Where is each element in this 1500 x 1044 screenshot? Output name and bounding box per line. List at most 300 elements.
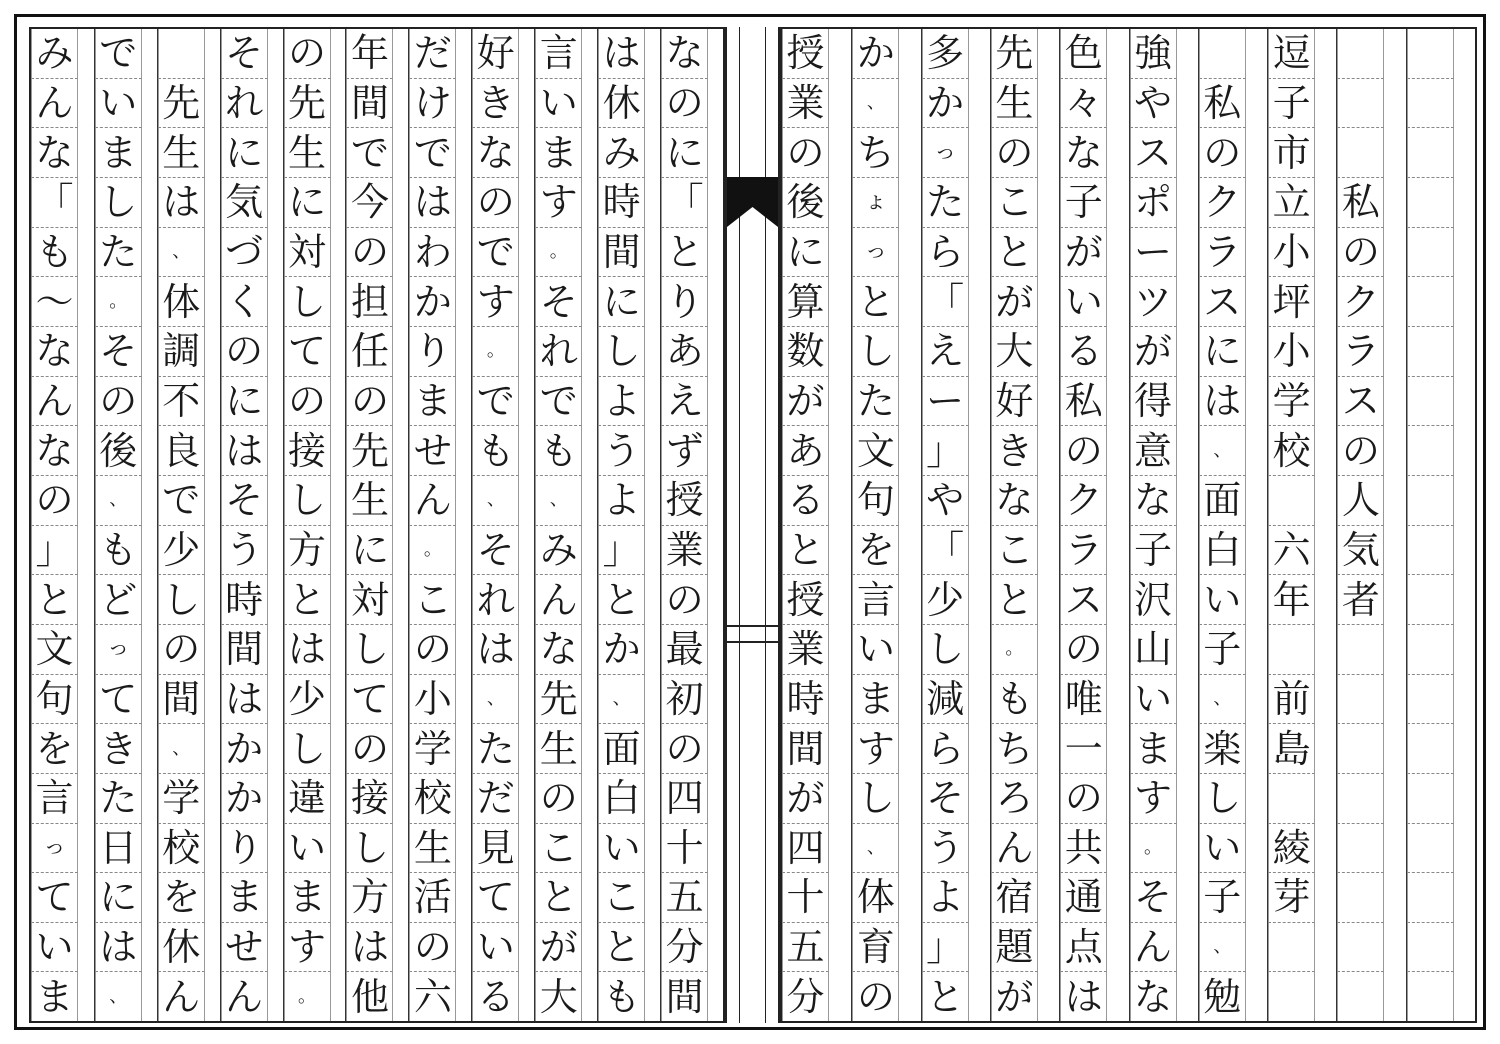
grid-cell: 「	[31, 178, 78, 228]
grid-cell	[1268, 923, 1315, 973]
grid-cell: 育	[852, 923, 899, 973]
grid-cell: 小	[409, 675, 456, 725]
grid-cell: 不	[158, 377, 205, 427]
grid-cell: や	[922, 476, 969, 526]
grid-cell: 私	[1199, 79, 1246, 129]
grid-cell: が	[1060, 228, 1107, 278]
grid-cell: 休	[158, 923, 205, 973]
grid-cell: な	[31, 327, 78, 377]
grid-cell: と	[661, 228, 708, 278]
grid-cell: と	[991, 575, 1038, 625]
grid-cell: と	[991, 228, 1038, 278]
grid-cell: 休	[598, 79, 645, 129]
grid-cell: よ	[598, 476, 645, 526]
grid-cell: そ	[535, 277, 582, 327]
grid-cell: 一	[1060, 724, 1107, 774]
grid-cell: ま	[284, 873, 331, 923]
grid-cell: 」	[598, 526, 645, 576]
grid-cell: は	[1199, 377, 1246, 427]
grid-cell: な	[1130, 972, 1177, 1021]
grid-cell: 、	[158, 724, 205, 774]
grid-cell: ラ	[1060, 526, 1107, 576]
grid-cell: し	[346, 824, 393, 874]
grid-cell: ス	[1337, 377, 1384, 427]
grid-cell: 市	[1268, 128, 1315, 178]
grid-cell	[1407, 824, 1454, 874]
grid-cell: 「	[922, 277, 969, 327]
grid-cell: こ	[598, 873, 645, 923]
grid-cell: 沢	[1130, 575, 1177, 625]
grid-cell: い	[1199, 824, 1246, 874]
grid-cell: た	[95, 774, 142, 824]
grid-cell: る	[1060, 327, 1107, 377]
right-column	[990, 29, 1059, 1021]
grid-cell: 私	[1337, 178, 1384, 228]
grid-cell: り	[661, 277, 708, 327]
grid-cell: 分	[782, 972, 829, 1021]
grid-cell	[1337, 724, 1384, 774]
grid-cell: ち	[991, 724, 1038, 774]
grid-cell: 後	[95, 426, 142, 476]
grid-cell: す	[1130, 774, 1177, 824]
grid-cell	[1407, 128, 1454, 178]
grid-cell: ん	[31, 377, 78, 427]
grid-cell: ん	[1130, 923, 1177, 973]
grid-cell: ま	[221, 873, 268, 923]
grid-cell: 算	[782, 277, 829, 327]
grid-cell: の	[782, 128, 829, 178]
grid-cell: し	[284, 277, 331, 327]
grid-cell: 子	[1060, 178, 1107, 228]
grid-cell: 最	[661, 625, 708, 675]
grid-cell: 立	[1268, 178, 1315, 228]
grid-cell: う	[598, 426, 645, 476]
grid-cell: を	[31, 724, 78, 774]
grid-cell: 共	[1060, 824, 1107, 874]
grid-cell: り	[221, 824, 268, 874]
grid-cell: て	[346, 675, 393, 725]
grid-cell: た	[472, 724, 519, 774]
grid-cell: ら	[922, 228, 969, 278]
binding-divider	[727, 625, 778, 643]
grid-cell: 後	[782, 178, 829, 228]
grid-cell: 、	[535, 476, 582, 526]
grid-cell: な	[31, 426, 78, 476]
grid-cell: 間	[782, 724, 829, 774]
grid-cell: ん	[991, 824, 1038, 874]
grid-cell: 、	[472, 675, 519, 725]
grid-cell: よ	[922, 873, 969, 923]
grid-cell: ま	[31, 972, 78, 1021]
grid-cell: す	[852, 724, 899, 774]
grid-cell: 私	[1060, 377, 1107, 427]
grid-cell: 生	[409, 824, 456, 874]
grid-cell: か	[598, 625, 645, 675]
grid-cell: は	[284, 625, 331, 675]
grid-cell: き	[472, 79, 519, 129]
grid-cell: も	[598, 972, 645, 1021]
left-column	[345, 29, 408, 1021]
grid-cell: ツ	[1130, 277, 1177, 327]
grid-cell: 五	[661, 873, 708, 923]
grid-cell	[1337, 774, 1384, 824]
grid-cell: で	[409, 128, 456, 178]
grid-cell	[1407, 79, 1454, 129]
right-column	[1336, 29, 1405, 1021]
grid-cell: と	[922, 972, 969, 1021]
grid-cell: 白	[598, 774, 645, 824]
grid-cell: 綾	[1268, 824, 1315, 874]
grid-cell: み	[31, 29, 78, 79]
grid-cell: の	[158, 625, 205, 675]
grid-cell: は	[472, 625, 519, 675]
right-column	[1267, 29, 1336, 1021]
grid-cell: な	[661, 29, 708, 79]
grid-cell: 句	[31, 675, 78, 725]
grid-cell: 対	[346, 575, 393, 625]
grid-cell: に	[221, 377, 268, 427]
grid-cell: 文	[31, 625, 78, 675]
grid-cell	[1268, 625, 1315, 675]
grid-cell: ん	[535, 575, 582, 625]
grid-cell: 楽	[1199, 724, 1246, 774]
grid-cell: で	[95, 29, 142, 79]
grid-cell: っ	[922, 128, 969, 178]
grid-cell: の	[346, 377, 393, 427]
grid-cell: が	[782, 377, 829, 427]
grid-cell: そ	[221, 476, 268, 526]
grid-cell: そ	[472, 526, 519, 576]
grid-cell: な	[1130, 476, 1177, 526]
grid-cell	[1407, 178, 1454, 228]
grid-cell: が	[991, 972, 1038, 1021]
grid-cell: し	[852, 327, 899, 377]
grid-cell	[1337, 824, 1384, 874]
grid-cell: そ	[95, 327, 142, 377]
grid-cell	[1337, 675, 1384, 725]
fishtail-mark	[727, 177, 778, 227]
grid-cell: と	[31, 575, 78, 625]
grid-cell: ス	[1060, 575, 1107, 625]
grid-cell: え	[661, 377, 708, 427]
grid-cell: で	[472, 228, 519, 278]
grid-cell: そ	[1130, 873, 1177, 923]
grid-cell: い	[1199, 575, 1246, 625]
grid-cell: ー	[922, 377, 969, 427]
grid-cell: が	[1130, 327, 1177, 377]
grid-cell: な	[991, 476, 1038, 526]
grid-cell: が	[782, 774, 829, 824]
grid-cell	[1407, 873, 1454, 923]
grid-cell: 」	[922, 923, 969, 973]
grid-cell: 勉	[1199, 972, 1246, 1021]
grid-cell: と	[284, 575, 331, 625]
grid-cell: と	[535, 873, 582, 923]
grid-cell: 接	[284, 426, 331, 476]
grid-cell: の	[1337, 426, 1384, 476]
grid-cell: し	[1199, 774, 1246, 824]
grid-cell: し	[284, 724, 331, 774]
grid-cell: に	[346, 526, 393, 576]
grid-cell: 十	[782, 873, 829, 923]
grid-cell: う	[922, 824, 969, 874]
grid-cell	[1407, 29, 1454, 79]
grid-cell: 小	[1268, 327, 1315, 377]
grid-cell: 年	[346, 29, 393, 79]
grid-cell: ち	[852, 128, 899, 178]
grid-cell: の	[409, 625, 456, 675]
grid-cell: 業	[782, 625, 829, 675]
grid-cell: ん	[221, 972, 268, 1021]
grid-cell: の	[472, 178, 519, 228]
grid-cell	[1337, 29, 1384, 79]
grid-cell: 生	[284, 128, 331, 178]
grid-cell: 先	[346, 426, 393, 476]
grid-cell: 対	[284, 228, 331, 278]
grid-cell: っ	[31, 824, 78, 874]
grid-cell: 授	[782, 29, 829, 79]
grid-cell: な	[1060, 128, 1107, 178]
grid-cell: の	[661, 79, 708, 129]
grid-cell	[1268, 476, 1315, 526]
grid-cell	[1337, 972, 1384, 1021]
grid-cell: も	[535, 426, 582, 476]
grid-cell: ～	[31, 277, 78, 327]
grid-cell: ず	[661, 426, 708, 476]
grid-cell: か	[409, 277, 456, 327]
grid-cell: 。	[991, 625, 1038, 675]
grid-cell: 好	[991, 377, 1038, 427]
grid-cell: だ	[409, 29, 456, 79]
grid-cell: 子	[1268, 79, 1315, 129]
grid-cell: 生	[346, 476, 393, 526]
right-column	[1059, 29, 1128, 1021]
grid-cell: ん	[158, 972, 205, 1021]
grid-cell: に	[1199, 327, 1246, 377]
grid-cell: ス	[1130, 128, 1177, 178]
grid-cell: の	[1060, 426, 1107, 476]
grid-cell: 「	[661, 178, 708, 228]
grid-cell: に	[661, 128, 708, 178]
grid-cell: 間	[661, 972, 708, 1021]
grid-cell: や	[1130, 79, 1177, 129]
grid-cell: で	[472, 377, 519, 427]
grid-cell: ク	[1199, 178, 1246, 228]
grid-cell: 。	[535, 228, 582, 278]
grid-cell: 題	[991, 923, 1038, 973]
grid-cell: 小	[1268, 228, 1315, 278]
grid-cell: す	[535, 178, 582, 228]
grid-cell: 見	[472, 824, 519, 874]
grid-cell: を	[158, 873, 205, 923]
left-column	[660, 29, 723, 1021]
grid-cell: 校	[409, 774, 456, 824]
grid-cell: 子	[1199, 625, 1246, 675]
grid-cell: に	[782, 228, 829, 278]
grid-cell: し	[346, 625, 393, 675]
grid-cell: 面	[598, 724, 645, 774]
grid-cell: 白	[1199, 526, 1246, 576]
grid-cell: 活	[409, 873, 456, 923]
grid-cell: か	[221, 724, 268, 774]
grid-cell: 。	[472, 327, 519, 377]
grid-cell: は	[1060, 972, 1107, 1021]
grid-cell	[1337, 128, 1384, 178]
grid-cell: 初	[661, 675, 708, 725]
manuscript-sheet	[14, 14, 1486, 1030]
grid-cell: 生	[991, 79, 1038, 129]
grid-cell: 接	[346, 774, 393, 824]
grid-cell: か	[852, 29, 899, 79]
grid-cell: 々	[1060, 79, 1107, 129]
grid-cell: は	[95, 923, 142, 973]
grid-cell: 先	[991, 29, 1038, 79]
grid-cell: 多	[922, 29, 969, 79]
grid-cell: は	[598, 29, 645, 79]
right-column	[782, 29, 851, 1021]
left-column	[471, 29, 534, 1021]
grid-cell: 言	[535, 29, 582, 79]
grid-cell: 者	[1337, 575, 1384, 625]
grid-cell: 任	[346, 327, 393, 377]
grid-cell: 唯	[1060, 675, 1107, 725]
right-column	[1198, 29, 1267, 1021]
grid-cell: 好	[472, 29, 519, 79]
grid-cell: 間	[221, 625, 268, 675]
grid-cell: こ	[991, 526, 1038, 576]
left-column	[94, 29, 157, 1021]
grid-cell: 間	[346, 79, 393, 129]
grid-cell: 、	[95, 476, 142, 526]
grid-cell: に	[598, 277, 645, 327]
grid-cell: 、	[1199, 923, 1246, 973]
grid-cell: 強	[1130, 29, 1177, 79]
grid-cell	[1268, 972, 1315, 1021]
grid-cell: で	[158, 476, 205, 526]
grid-cell: 四	[661, 774, 708, 824]
grid-cell: 文	[852, 426, 899, 476]
grid-cell: ク	[1060, 476, 1107, 526]
grid-cell: 体	[158, 277, 205, 327]
grid-cell: は	[221, 426, 268, 476]
grid-cell: ま	[535, 128, 582, 178]
grid-cell: が	[535, 923, 582, 973]
grid-cell: 調	[158, 327, 205, 377]
grid-cell: は	[346, 923, 393, 973]
grid-cell: て	[472, 873, 519, 923]
grid-cell: そ	[922, 774, 969, 824]
grid-cell: 気	[221, 178, 268, 228]
grid-cell: み	[535, 526, 582, 576]
grid-cell: 分	[661, 923, 708, 973]
grid-cell: い	[535, 79, 582, 129]
grid-cell: の	[284, 29, 331, 79]
grid-cell: の	[284, 377, 331, 427]
grid-cell: ま	[1130, 724, 1177, 774]
grid-cell: に	[221, 128, 268, 178]
grid-cell: の	[1060, 625, 1107, 675]
grid-cell: 、	[852, 824, 899, 874]
grid-cell: 子	[1130, 526, 1177, 576]
grid-cell	[1407, 575, 1454, 625]
grid-cell: 得	[1130, 377, 1177, 427]
grid-cell: ス	[1199, 277, 1246, 327]
grid-cell: く	[221, 277, 268, 327]
grid-cell: の	[852, 972, 899, 1021]
grid-cell: 少	[284, 675, 331, 725]
grid-cell: 違	[284, 774, 331, 824]
grid-cell: 面	[1199, 476, 1246, 526]
grid-cell: い	[284, 824, 331, 874]
grid-cell: 宿	[991, 873, 1038, 923]
grid-cell	[1407, 724, 1454, 774]
grid-cell: の	[535, 774, 582, 824]
grid-cell: こ	[991, 178, 1038, 228]
grid-cell: し	[598, 327, 645, 377]
left-column	[220, 29, 283, 1021]
grid-cell	[1337, 625, 1384, 675]
grid-cell: な	[31, 128, 78, 178]
grid-cell: い	[31, 923, 78, 973]
grid-cell: こ	[535, 824, 582, 874]
grid-cell	[1337, 79, 1384, 129]
grid-cell: 芽	[1268, 873, 1315, 923]
grid-cell: は	[409, 178, 456, 228]
grid-cell: 色	[1060, 29, 1107, 79]
grid-cell: の	[95, 377, 142, 427]
grid-cell: 大	[991, 327, 1038, 377]
grid-cell: ー	[1130, 228, 1177, 278]
grid-cell: 」	[31, 526, 78, 576]
grid-cell: す	[284, 923, 331, 973]
right-column	[921, 29, 990, 1021]
grid-cell: 日	[95, 824, 142, 874]
left-column	[534, 29, 597, 1021]
grid-cell: 方	[284, 526, 331, 576]
grid-cell: き	[95, 724, 142, 774]
grid-cell: 、	[158, 228, 205, 278]
grid-cell: の	[346, 724, 393, 774]
grid-cell: 。	[1130, 824, 1177, 874]
grid-cell: た	[95, 228, 142, 278]
grid-cell: 言	[31, 774, 78, 824]
grid-cell: 山	[1130, 625, 1177, 675]
grid-cell: 、	[95, 972, 142, 1021]
grid-cell: に	[284, 178, 331, 228]
grid-cell	[1407, 426, 1454, 476]
grid-cell: ク	[1337, 277, 1384, 327]
grid-cell: 先	[284, 79, 331, 129]
grid-cell: た	[852, 377, 899, 427]
grid-cell: も	[472, 426, 519, 476]
grid-cell: 四	[782, 824, 829, 874]
grid-cell: い	[598, 824, 645, 874]
grid-cell: 校	[158, 824, 205, 874]
grid-cell: 逗	[1268, 29, 1315, 79]
grid-cell: 島	[1268, 724, 1315, 774]
grid-cell	[1407, 327, 1454, 377]
grid-cell: な	[472, 128, 519, 178]
grid-cell: し	[95, 178, 142, 228]
grid-cell: ん	[31, 79, 78, 129]
grid-cell: 業	[661, 526, 708, 576]
grid-cell	[1407, 774, 1454, 824]
grid-cell: か	[221, 774, 268, 824]
grid-cell: み	[598, 128, 645, 178]
grid-cell: 生	[535, 724, 582, 774]
grid-cell: い	[472, 923, 519, 973]
grid-cell: 少	[922, 575, 969, 625]
